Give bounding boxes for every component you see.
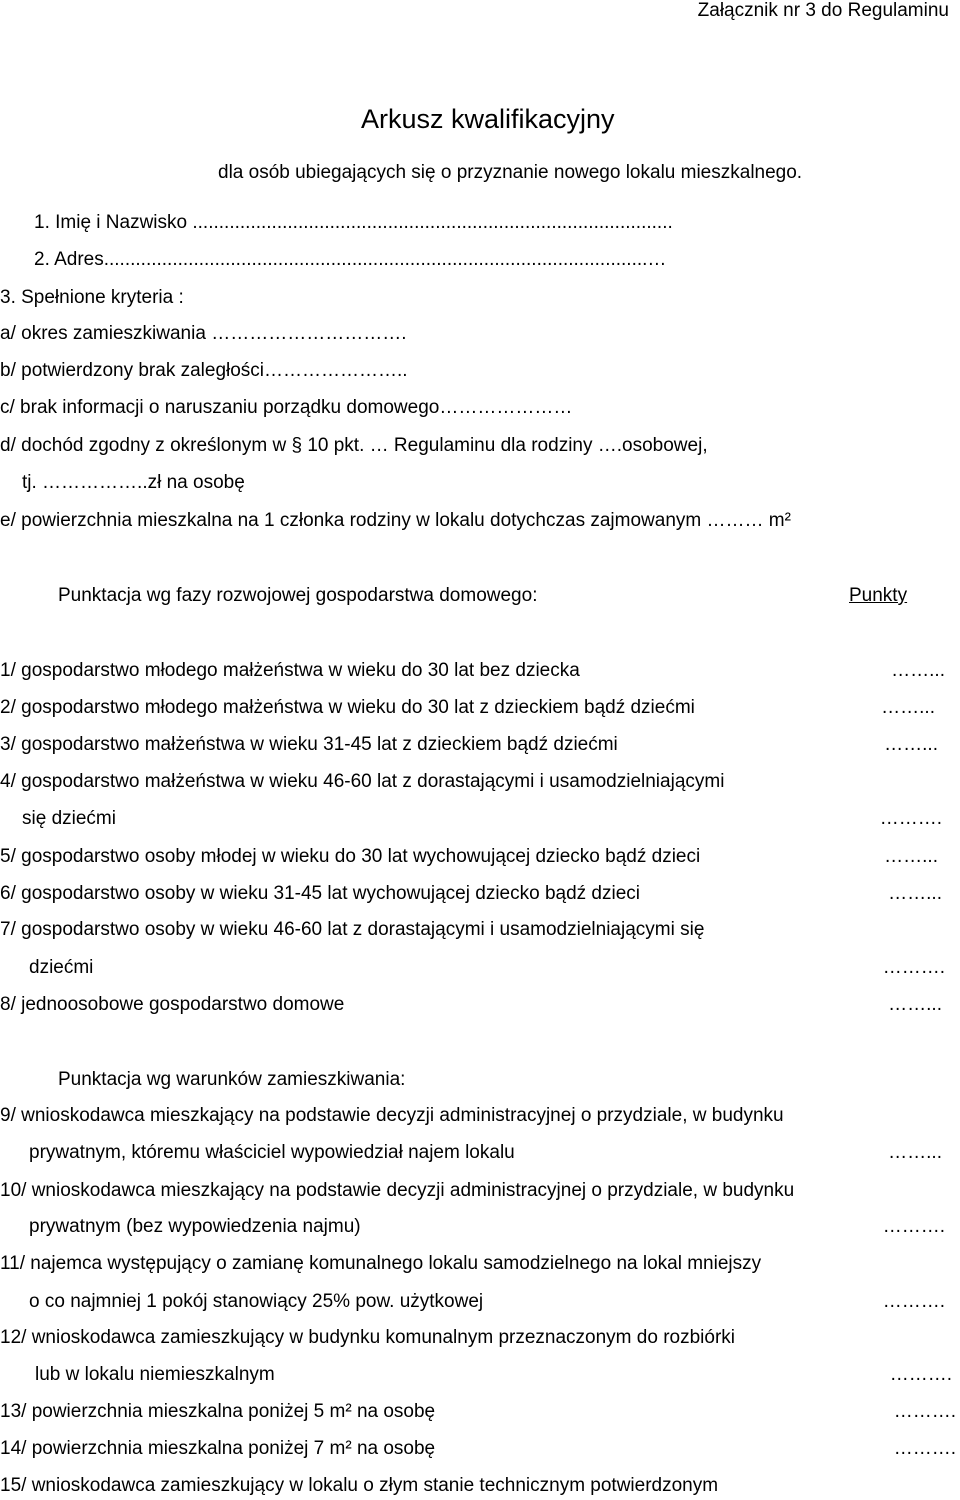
- housing-item-10-points[interactable]: ……….: [882, 1216, 945, 1237]
- name-field[interactable]: 1. Imię i Nazwisko ...........................................................................................: [34, 212, 673, 233]
- criteria-heading: 3. Spełnione kryteria :: [0, 287, 184, 308]
- phase-item-8: 8/ jednoosobowe gospodarstwo domowe: [0, 994, 345, 1015]
- phase-item-4-cont: się dziećmi: [22, 808, 116, 829]
- housing-item-13: 13/ powierzchnia mieszkalna poniżej 5 m² na osobę: [0, 1401, 436, 1422]
- housing-item-11-points[interactable]: ……….: [882, 1291, 945, 1312]
- address-field[interactable]: 2. Adres.......................................................................................................…: [34, 249, 667, 270]
- phase-item-3-points[interactable]: ……...: [884, 734, 938, 755]
- housing-item-9-cont: prywatnym, któremu właściciel wypowiedział najem lokalu: [29, 1142, 515, 1163]
- phase-item-3: 3/ gospodarstwo małżeństwa w wieku 31-45 lat z dzieckiem bądź dziećmi: [0, 734, 618, 755]
- criterion-house-order[interactable]: c/ brak informacji o naruszaniu porządku domowego…………………: [0, 397, 573, 418]
- phase-item-7: 7/ gospodarstwo osoby w wieku 46-60 lat z dorastającymi i usamodzielniającymi się: [0, 919, 705, 940]
- phase-item-7-cont: dziećmi: [29, 957, 94, 978]
- criterion-income-per-person[interactable]: tj. ……………..zł na osobę: [22, 472, 245, 493]
- phase-section-heading: Punktacja wg fazy rozwojowej gospodarstwa domowego:: [58, 585, 538, 606]
- housing-item-12: 12/ wnioskodawca zamieszkujący w budynku komunalnym przeznaczonym do rozbiórki: [0, 1327, 735, 1348]
- phase-item-6-points[interactable]: ……...: [888, 883, 942, 904]
- housing-item-9: 9/ wnioskodawca mieszkający na podstawie decyzji administracyjnej o przydziale, w budynku: [0, 1105, 784, 1126]
- housing-item-11-cont: o co najmniej 1 pokój stanowiący 25% pow. użytkowej: [29, 1291, 484, 1312]
- housing-item-9-points[interactable]: ……...: [888, 1142, 942, 1163]
- phase-item-4-points[interactable]: ……….: [879, 808, 942, 829]
- attachment-label: Załącznik nr 3 do Regulaminu: [697, 0, 949, 21]
- criterion-no-arrears[interactable]: b/ potwierdzony brak zaległości…………………..: [0, 360, 408, 381]
- phase-item-6: 6/ gospodarstwo osoby w wieku 31-45 lat wychowującej dziecko bądź dzieci: [0, 883, 641, 904]
- housing-item-10-cont: prywatnym (bez wypowiedzenia najmu): [29, 1216, 361, 1237]
- housing-item-11: 11/ najemca występujący o zamianę komunalnego lokalu samodzielnego na lokal mniejszy: [0, 1253, 762, 1274]
- phase-item-8-points[interactable]: ……...: [888, 994, 942, 1015]
- housing-item-15: 15/ wnioskodawca zamieszkujący w lokalu o złym stanie technicznym potwierdzonym: [0, 1475, 719, 1496]
- phase-item-7-points[interactable]: ……….: [882, 957, 945, 978]
- document-title: Arkusz kwalifikacyjny: [361, 104, 615, 134]
- criterion-residence-period[interactable]: a/ okres zamieszkiwania ………………………….: [0, 323, 407, 344]
- phase-item-2: 2/ gospodarstwo młodego małżeństwa w wieku do 30 lat z dzieckiem bądź dziećmi: [0, 697, 695, 718]
- housing-item-13-points[interactable]: ……….: [893, 1401, 956, 1422]
- phase-item-2-points[interactable]: ……...: [881, 697, 935, 718]
- housing-item-12-cont: lub w lokalu niemieszkalnym: [35, 1364, 275, 1385]
- criterion-income[interactable]: d/ dochód zgodny z określonym w § 10 pkt. … Regulaminu dla rodziny ….osobowej,: [0, 435, 708, 456]
- phase-item-1: 1/ gospodarstwo młodego małżeństwa w wieku do 30 lat bez dziecka: [0, 660, 580, 681]
- phase-item-1-points[interactable]: ……...: [891, 660, 945, 681]
- document-subtitle: dla osób ubiegających się o przyznanie nowego lokalu mieszkalnego.: [218, 162, 803, 183]
- phase-item-4: 4/ gospodarstwo małżeństwa w wieku 46-60 lat z dorastającymi i usamodzielniającymi: [0, 771, 725, 792]
- housing-section-heading: Punktacja wg warunków zamieszkiwania:: [58, 1069, 406, 1090]
- points-column-header: Punkty: [849, 585, 908, 606]
- criterion-living-area[interactable]: e/ powierzchnia mieszkalna na 1 członka rodziny w lokalu dotychczas zajmowanym ……… m²: [0, 510, 791, 531]
- phase-item-5: 5/ gospodarstwo osoby młodej w wieku do 30 lat wychowującej dziecko bądź dzieci: [0, 846, 701, 867]
- housing-item-12-points[interactable]: ……….: [889, 1364, 952, 1385]
- phase-item-5-points[interactable]: ……...: [884, 846, 938, 867]
- housing-item-14: 14/ powierzchnia mieszkalna poniżej 7 m² na osobę: [0, 1438, 436, 1459]
- housing-item-10: 10/ wnioskodawca mieszkający na podstawie decyzji administracyjnej o przydziale, w budynku: [0, 1180, 795, 1201]
- housing-item-14-points[interactable]: ……….: [893, 1438, 956, 1459]
